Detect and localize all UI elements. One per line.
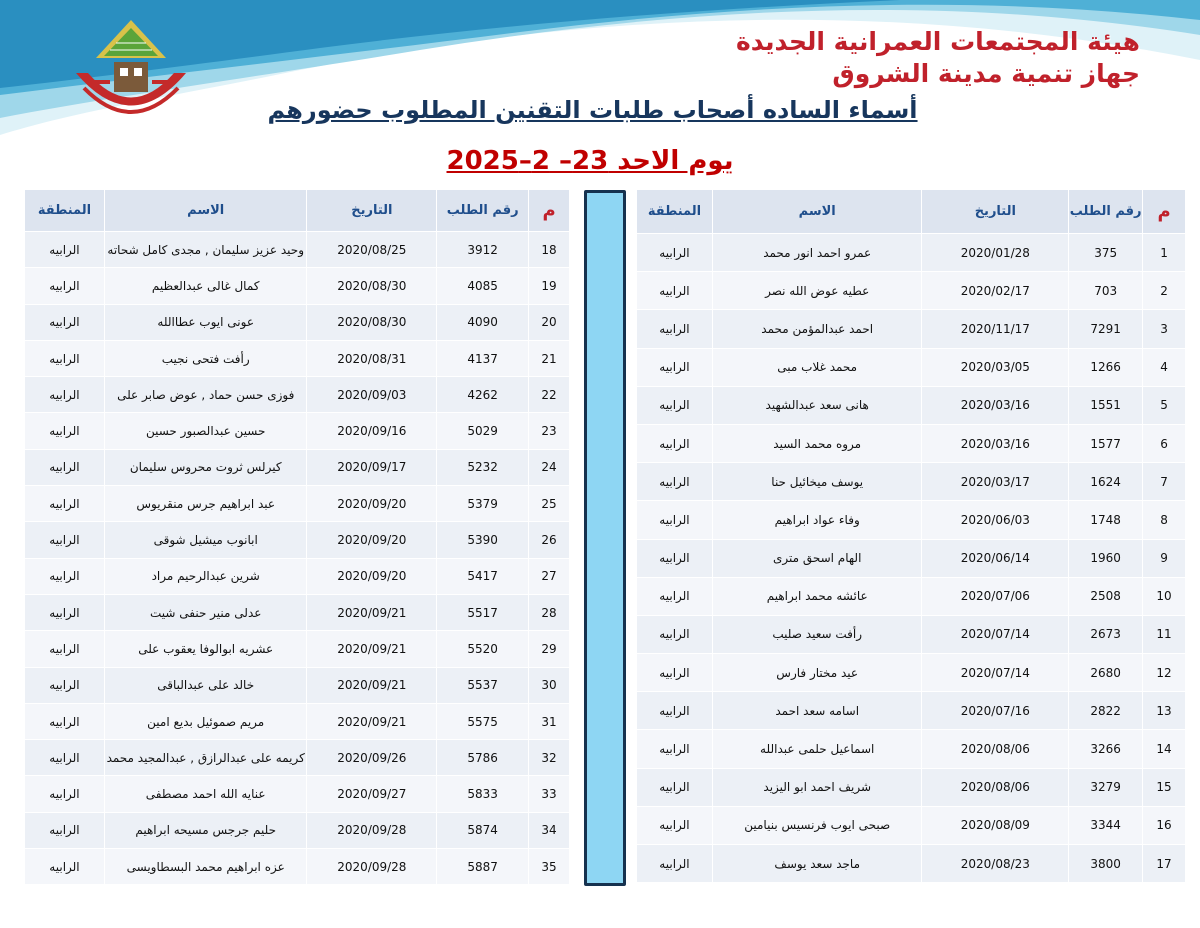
region-cell: الرابيه: [637, 272, 713, 310]
table-row: [637, 615, 1186, 653]
request-date-cell: 2020/09/21: [307, 631, 437, 667]
table-row: [25, 340, 570, 376]
table-row: [25, 486, 570, 522]
row-number-cell: 4: [1143, 348, 1186, 386]
request-number-cell: 3266: [1069, 730, 1143, 768]
request-number-cell: 5232: [437, 449, 529, 485]
row-number-cell: 12: [1143, 654, 1186, 692]
table-row: [25, 667, 570, 703]
applicant-name-cell: الهام اسحق مترى: [712, 539, 922, 577]
request-date-cell: 2020/09/21: [307, 594, 437, 630]
request-number-cell: 1551: [1069, 386, 1143, 424]
table-row: [25, 304, 570, 340]
row-number-cell: 32: [529, 740, 570, 776]
row-number-cell: 1: [1143, 234, 1186, 272]
request-date-cell: 2020/03/16: [922, 386, 1069, 424]
request-number-cell: 4090: [437, 304, 529, 340]
col-num-header: م: [1143, 190, 1186, 234]
applicant-name-cell: كمال غالى عبدالعظيم: [104, 268, 307, 304]
table-row: [25, 413, 570, 449]
column-divider: [584, 190, 626, 886]
applicant-name-cell: محمد غلاب مبى: [712, 348, 922, 386]
row-number-cell: 8: [1143, 501, 1186, 539]
table-row: [637, 577, 1186, 615]
table-row: [637, 424, 1186, 462]
request-number-cell: 1624: [1069, 463, 1143, 501]
request-number-cell: 3344: [1069, 806, 1143, 844]
col-date-header: التاريخ: [307, 190, 437, 232]
request-date-cell: 2020/02/17: [922, 272, 1069, 310]
request-number-cell: 1266: [1069, 348, 1143, 386]
request-date-cell: 2020/09/21: [307, 703, 437, 739]
applicant-name-cell: عطيه عوض الله نصر: [712, 272, 922, 310]
row-number-cell: 18: [529, 232, 570, 268]
request-date-cell: 2020/08/30: [307, 304, 437, 340]
request-number-cell: 1748: [1069, 501, 1143, 539]
region-cell: الرابيه: [25, 812, 105, 848]
applicant-name-cell: احمد عبدالمؤمن محمد: [712, 310, 922, 348]
row-number-cell: 25: [529, 486, 570, 522]
region-cell: الرابيه: [637, 654, 713, 692]
table-row: [637, 501, 1186, 539]
region-cell: الرابيه: [637, 310, 713, 348]
table-row: [637, 845, 1186, 883]
request-date-cell: 2020/07/16: [922, 692, 1069, 730]
region-cell: الرابيه: [637, 539, 713, 577]
row-number-cell: 27: [529, 558, 570, 594]
region-cell: الرابيه: [637, 348, 713, 386]
table-row: [25, 849, 570, 885]
table-row: [25, 268, 570, 304]
region-cell: الرابيه: [25, 703, 105, 739]
request-number-cell: 5874: [437, 812, 529, 848]
table-row: [637, 348, 1186, 386]
row-number-cell: 7: [1143, 463, 1186, 501]
request-date-cell: 2020/09/28: [307, 812, 437, 848]
table-row: [637, 654, 1186, 692]
region-cell: الرابيه: [637, 730, 713, 768]
row-number-cell: 20: [529, 304, 570, 340]
table-row: [25, 631, 570, 667]
applicant-name-cell: عشريه ابوالوفا يعقوب على: [104, 631, 307, 667]
row-number-cell: 33: [529, 776, 570, 812]
request-number-cell: 5520: [437, 631, 529, 667]
region-cell: الرابيه: [637, 501, 713, 539]
request-date-cell: 2020/09/20: [307, 486, 437, 522]
request-date-cell: 2020/06/03: [922, 501, 1069, 539]
region-cell: الرابيه: [25, 340, 105, 376]
applicant-name-cell: عدلى منير حنفى شيت: [104, 594, 307, 630]
applicant-name-cell: يوسف ميخائيل حنا: [712, 463, 922, 501]
applicant-name-cell: فوزى حسن حماد , عوض صابر على: [104, 377, 307, 413]
request-number-cell: 4262: [437, 377, 529, 413]
region-cell: الرابيه: [25, 522, 105, 558]
request-number-cell: 5379: [437, 486, 529, 522]
applicant-name-cell: عائشه محمد ابراهيم: [712, 577, 922, 615]
row-number-cell: 5: [1143, 386, 1186, 424]
applicant-name-cell: عونى ايوب عطاالله: [104, 304, 307, 340]
request-number-cell: 5833: [437, 776, 529, 812]
region-cell: الرابيه: [637, 768, 713, 806]
table-row: [25, 522, 570, 558]
applicant-name-cell: عمرو احمد انور محمد: [712, 234, 922, 272]
request-date-cell: 2020/08/06: [922, 768, 1069, 806]
region-cell: الرابيه: [637, 845, 713, 883]
applicant-name-cell: اسامه سعد احمد: [712, 692, 922, 730]
applicant-name-cell: كيرلس ثروت محروس سليمان: [104, 449, 307, 485]
row-number-cell: 6: [1143, 424, 1186, 462]
table-row: [25, 558, 570, 594]
row-number-cell: 35: [529, 849, 570, 885]
region-cell: الرابيه: [25, 486, 105, 522]
applicant-name-cell: صبحى ايوب فرنسيس بنيامين: [712, 806, 922, 844]
region-cell: الرابيه: [25, 232, 105, 268]
region-cell: الرابيه: [25, 740, 105, 776]
applicant-name-cell: اسماعيل حلمى عبدالله: [712, 730, 922, 768]
row-number-cell: 11: [1143, 615, 1186, 653]
request-number-cell: 3279: [1069, 768, 1143, 806]
request-number-cell: 375: [1069, 234, 1143, 272]
region-cell: الرابيه: [637, 806, 713, 844]
request-number-cell: 5517: [437, 594, 529, 630]
applicant-name-cell: ابانوب ميشيل شوقى: [104, 522, 307, 558]
applicant-name-cell: ماجد سعد يوسف: [712, 845, 922, 883]
request-date-cell: 2020/08/30: [307, 268, 437, 304]
applicant-name-cell: هانى سعد عبدالشهيد: [712, 386, 922, 424]
region-cell: الرابيه: [25, 377, 105, 413]
applicant-name-cell: عبد ابراهيم جرس منقريوس: [104, 486, 307, 522]
table-row: [637, 768, 1186, 806]
col-date-header: التاريخ: [922, 190, 1069, 234]
region-cell: الرابيه: [25, 776, 105, 812]
col-request-header: رقم الطلب: [1069, 190, 1143, 234]
request-date-cell: 2020/09/27: [307, 776, 437, 812]
col-request-header: رقم الطلب: [437, 190, 529, 232]
request-number-cell: 3800: [1069, 845, 1143, 883]
applicant-name-cell: وحيد عزيز سليمان , مجدى كامل شحاته: [104, 232, 307, 268]
applicant-name-cell: حليم جرجس مسيحه ابراهيم: [104, 812, 307, 848]
request-number-cell: 7291: [1069, 310, 1143, 348]
row-number-cell: 34: [529, 812, 570, 848]
region-cell: الرابيه: [637, 234, 713, 272]
applicant-name-cell: رأفت سعيد صليب: [712, 615, 922, 653]
table-row: [637, 234, 1186, 272]
table-row: [25, 449, 570, 485]
region-cell: الرابيه: [637, 577, 713, 615]
request-number-cell: 2673: [1069, 615, 1143, 653]
row-number-cell: 22: [529, 377, 570, 413]
request-number-cell: 3912: [437, 232, 529, 268]
table-row: [637, 806, 1186, 844]
applicant-name-cell: رأفت فتحى نجيب: [104, 340, 307, 376]
request-number-cell: 5029: [437, 413, 529, 449]
applicant-name-cell: شرين عبدالرحيم مراد: [104, 558, 307, 594]
request-date-cell: 2020/09/26: [307, 740, 437, 776]
request-date-cell: 2020/07/06: [922, 577, 1069, 615]
region-cell: الرابيه: [25, 449, 105, 485]
request-number-cell: 4137: [437, 340, 529, 376]
request-number-cell: 5887: [437, 849, 529, 885]
row-number-cell: 13: [1143, 692, 1186, 730]
table-row: [637, 463, 1186, 501]
org-line-1: هيئة المجتمعات العمرانية الجديدة: [735, 27, 1140, 56]
region-cell: الرابيه: [637, 424, 713, 462]
region-cell: الرابيه: [25, 667, 105, 703]
request-date-cell: 2020/03/17: [922, 463, 1069, 501]
table-row: [637, 730, 1186, 768]
region-cell: الرابيه: [25, 558, 105, 594]
applicant-name-cell: حسين عبدالصبور حسين: [104, 413, 307, 449]
table-row: [25, 703, 570, 739]
row-number-cell: 10: [1143, 577, 1186, 615]
applicant-name-cell: عزه ابراهيم محمد البسطاويسى: [104, 849, 307, 885]
session-date: يوم الاحد 23– 2–2025: [446, 146, 734, 176]
request-date-cell: 2020/09/16: [307, 413, 437, 449]
region-cell: الرابيه: [637, 692, 713, 730]
applicant-name-cell: مريم صموئيل بديع امين: [104, 703, 307, 739]
request-date-cell: 2020/08/06: [922, 730, 1069, 768]
region-cell: الرابيه: [637, 386, 713, 424]
request-number-cell: 5390: [437, 522, 529, 558]
table-header-row: [637, 190, 1186, 234]
table-row: [25, 232, 570, 268]
row-number-cell: 21: [529, 340, 570, 376]
row-number-cell: 2: [1143, 272, 1186, 310]
region-cell: الرابيه: [25, 631, 105, 667]
region-cell: الرابيه: [25, 268, 105, 304]
row-number-cell: 28: [529, 594, 570, 630]
applicant-name-cell: وفاء عواد ابراهيم: [712, 501, 922, 539]
col-name-header: الاسم: [712, 190, 922, 234]
applicant-name-cell: عيد مختار فارس: [712, 654, 922, 692]
page-title: أسماء الساده أصحاب طلبات التقنين المطلوب حضورهم: [267, 96, 918, 124]
request-date-cell: 2020/06/14: [922, 539, 1069, 577]
row-number-cell: 26: [529, 522, 570, 558]
row-number-cell: 31: [529, 703, 570, 739]
request-date-cell: 2020/08/09: [922, 806, 1069, 844]
col-num-header: م: [529, 190, 570, 232]
request-date-cell: 2020/08/31: [307, 340, 437, 376]
organization-name: [736, 26, 1140, 90]
request-date-cell: 2020/09/28: [307, 849, 437, 885]
request-date-cell: 2020/11/17: [922, 310, 1069, 348]
table-row: [25, 812, 570, 848]
row-number-cell: 23: [529, 413, 570, 449]
table-header-row: [25, 190, 570, 232]
request-date-cell: 2020/07/14: [922, 615, 1069, 653]
col-region-header: المنطقة: [25, 190, 105, 232]
applicant-name-cell: شريف احمد ابو اليزيد: [712, 768, 922, 806]
request-number-cell: 5575: [437, 703, 529, 739]
region-cell: الرابيه: [25, 849, 105, 885]
request-date-cell: 2020/07/14: [922, 654, 1069, 692]
request-date-cell: 2020/03/16: [922, 424, 1069, 462]
request-date-cell: 2020/09/20: [307, 558, 437, 594]
row-number-cell: 17: [1143, 845, 1186, 883]
applicant-name-cell: مروه محمد السيد: [712, 424, 922, 462]
request-number-cell: 5786: [437, 740, 529, 776]
col-region-header: المنطقة: [637, 190, 713, 234]
request-date-cell: 2020/09/21: [307, 667, 437, 703]
left-table-body: [25, 232, 570, 885]
row-number-cell: 30: [529, 667, 570, 703]
row-number-cell: 9: [1143, 539, 1186, 577]
row-number-cell: 14: [1143, 730, 1186, 768]
request-number-cell: 1960: [1069, 539, 1143, 577]
table-row: [637, 692, 1186, 730]
applicants-table-left: [24, 189, 570, 885]
request-date-cell: 2020/08/25: [307, 232, 437, 268]
applicant-name-cell: كريمه على عبدالرازق , عبدالمجيد محمد: [104, 740, 307, 776]
request-number-cell: 2508: [1069, 577, 1143, 615]
table-row: [637, 310, 1186, 348]
applicants-table-right: [636, 189, 1186, 883]
table-row: [25, 377, 570, 413]
region-cell: الرابيه: [25, 413, 105, 449]
table-row: [637, 539, 1186, 577]
table-row: [637, 386, 1186, 424]
request-number-cell: 2680: [1069, 654, 1143, 692]
request-date-cell: 2020/09/03: [307, 377, 437, 413]
request-number-cell: 4085: [437, 268, 529, 304]
request-date-cell: 2020/09/20: [307, 522, 437, 558]
region-cell: الرابيه: [637, 463, 713, 501]
request-date-cell: 2020/01/28: [922, 234, 1069, 272]
table-row: [25, 776, 570, 812]
request-date-cell: 2020/03/05: [922, 348, 1069, 386]
table-row: [637, 272, 1186, 310]
right-table-body: [637, 234, 1186, 883]
row-number-cell: 24: [529, 449, 570, 485]
row-number-cell: 15: [1143, 768, 1186, 806]
request-date-cell: 2020/09/17: [307, 449, 437, 485]
request-date-cell: 2020/08/23: [922, 845, 1069, 883]
org-line-2: جهاز تنمية مدينة الشروق: [832, 59, 1140, 88]
request-number-cell: 2822: [1069, 692, 1143, 730]
table-row: [25, 594, 570, 630]
region-cell: الرابيه: [25, 594, 105, 630]
request-number-cell: 5537: [437, 667, 529, 703]
row-number-cell: 16: [1143, 806, 1186, 844]
row-number-cell: 29: [529, 631, 570, 667]
row-number-cell: 3: [1143, 310, 1186, 348]
region-cell: الرابيه: [637, 615, 713, 653]
col-name-header: الاسم: [104, 190, 307, 232]
request-number-cell: 5417: [437, 558, 529, 594]
request-number-cell: 703: [1069, 272, 1143, 310]
region-cell: الرابيه: [25, 304, 105, 340]
request-number-cell: 1577: [1069, 424, 1143, 462]
applicant-name-cell: خالد على عبدالباقى: [104, 667, 307, 703]
row-number-cell: 19: [529, 268, 570, 304]
table-row: [25, 740, 570, 776]
applicant-name-cell: عنايه الله احمد مصطفى: [104, 776, 307, 812]
